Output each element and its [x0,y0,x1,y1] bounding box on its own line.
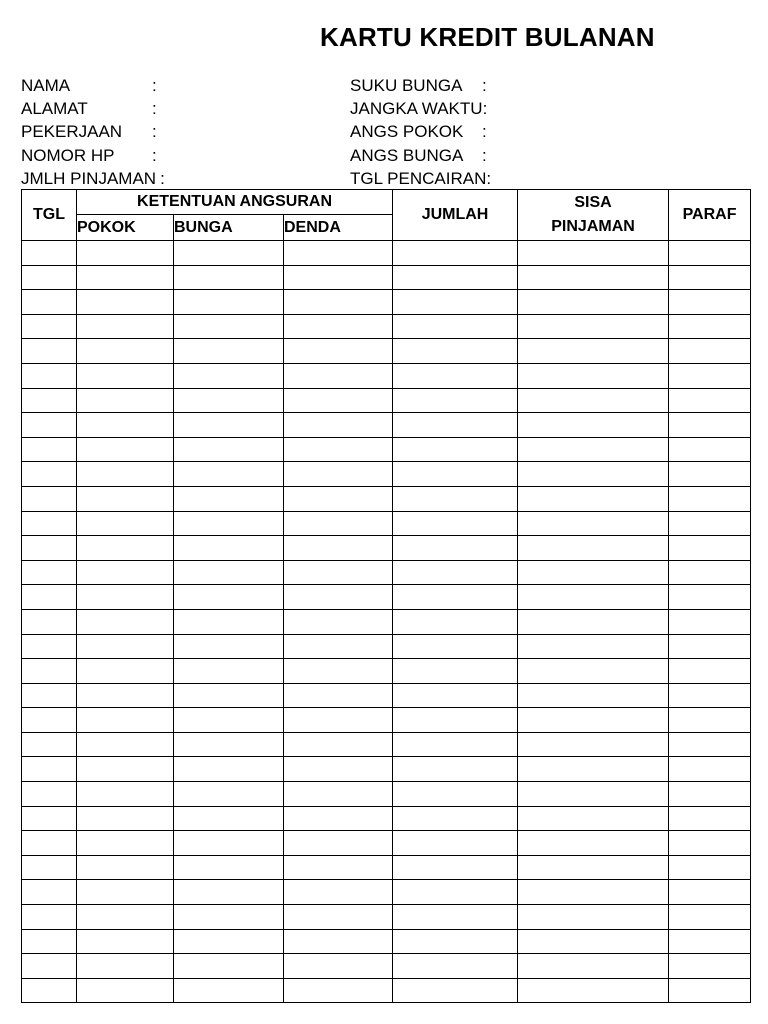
table-cell[interactable] [284,511,393,536]
table-cell[interactable] [393,437,518,462]
table-row [22,388,751,413]
table-cell[interactable] [284,905,393,930]
table-cell[interactable] [284,265,393,290]
table-cell[interactable] [393,954,518,979]
info-label: JMLH PINJAMAN [21,168,157,188]
table-cell[interactable] [518,241,669,266]
table-body [22,241,751,1003]
table-cell[interactable] [174,585,284,610]
table-cell[interactable] [174,782,284,807]
info-colon: : [482,76,487,95]
table-cell[interactable] [174,880,284,905]
table-cell[interactable] [22,413,77,438]
table-header-row [22,190,751,215]
table-cell[interactable] [518,806,669,831]
table-cell[interactable] [518,462,669,487]
table-cell[interactable] [518,954,669,979]
table-cell[interactable] [393,929,518,954]
table-row [22,265,751,290]
table-cell[interactable] [393,880,518,905]
info-colon: : [482,99,488,119]
col-header-bunga: BUNGA [174,215,284,241]
table-cell[interactable] [518,511,669,536]
table-cell[interactable] [669,585,751,610]
table-cell[interactable] [22,585,77,610]
info-label: ANGS BUNGA [350,145,464,165]
table-cell[interactable] [393,339,518,364]
table-cell[interactable] [393,634,518,659]
table-cell[interactable] [174,314,284,339]
table-row [22,683,751,708]
table-cell[interactable] [174,806,284,831]
table-cell[interactable] [669,757,751,782]
table-cell[interactable] [77,782,174,807]
table-cell[interactable] [174,831,284,856]
table-cell[interactable] [284,536,393,561]
table-cell[interactable] [518,609,669,634]
table-cell[interactable] [669,536,751,561]
table-cell[interactable] [22,634,77,659]
table-cell[interactable] [174,536,284,561]
table-cell[interactable] [393,560,518,585]
table-cell[interactable] [284,782,393,807]
table-cell[interactable] [22,609,77,634]
table-cell[interactable] [393,757,518,782]
table-cell[interactable] [393,363,518,388]
table-cell[interactable] [77,634,174,659]
table-cell[interactable] [518,290,669,315]
table-row [22,413,751,438]
col-header-sisa-pinjaman [518,190,669,241]
info-label: ALAMAT [21,99,88,119]
table-cell[interactable] [174,560,284,585]
table-cell[interactable] [518,708,669,733]
table-cell[interactable] [284,560,393,585]
table-row [22,708,751,733]
table-cell[interactable] [77,585,174,610]
table-cell[interactable] [518,413,669,438]
table-cell[interactable] [518,536,669,561]
table-cell[interactable] [22,486,77,511]
table-cell[interactable] [284,437,393,462]
table-cell[interactable] [518,339,669,364]
table-cell[interactable] [174,290,284,315]
table-cell[interactable] [174,757,284,782]
table-cell[interactable] [284,855,393,880]
table-cell[interactable] [669,265,751,290]
table-row [22,462,751,487]
table-cell[interactable] [669,732,751,757]
table-cell[interactable] [393,511,518,536]
table-cell[interactable] [77,511,174,536]
table-cell[interactable] [518,880,669,905]
info-row-suku-bunga [350,74,491,97]
table-cell[interactable] [518,978,669,1003]
table-cell[interactable] [77,708,174,733]
table-cell[interactable] [174,609,284,634]
table-cell[interactable] [174,683,284,708]
table-cell[interactable] [22,831,77,856]
table-cell[interactable] [284,388,393,413]
table-cell[interactable] [518,757,669,782]
info-row-nama [21,74,165,97]
table-cell[interactable] [669,978,751,1003]
info-label: SUKU BUNGA [350,76,463,95]
table-cell[interactable] [22,265,77,290]
table-cell[interactable] [284,413,393,438]
table-cell[interactable] [22,363,77,388]
info-colon: : [152,99,157,119]
table-cell[interactable] [174,511,284,536]
table-cell[interactable] [669,388,751,413]
table-cell[interactable] [518,486,669,511]
table-cell[interactable] [284,486,393,511]
table-cell[interactable] [284,314,393,339]
table-cell[interactable] [393,585,518,610]
table-row [22,978,751,1003]
borrower-info [21,74,165,190]
installment-table [21,189,751,1003]
table-cell[interactable] [284,880,393,905]
table-cell[interactable] [22,536,77,561]
table-cell[interactable] [77,880,174,905]
table-cell[interactable] [77,831,174,856]
table-row [22,782,751,807]
table-row [22,757,751,782]
table-cell[interactable] [518,929,669,954]
table-row [22,905,751,930]
table-cell[interactable] [22,683,77,708]
table-cell[interactable] [174,413,284,438]
table-row [22,880,751,905]
table-cell[interactable] [22,462,77,487]
col-header-sisa-line2: PINJAMAN [551,218,635,235]
table-cell[interactable] [518,388,669,413]
table-cell[interactable] [284,683,393,708]
info-colon: : [482,122,487,142]
table-cell[interactable] [393,806,518,831]
table-cell[interactable] [393,536,518,561]
table-cell[interactable] [77,855,174,880]
table-cell[interactable] [518,585,669,610]
table-cell[interactable] [518,265,669,290]
table-cell[interactable] [284,708,393,733]
table-cell[interactable] [669,954,751,979]
table-cell[interactable] [174,905,284,930]
table-cell[interactable] [669,560,751,585]
loan-terms-info [350,74,491,190]
table-cell[interactable] [77,929,174,954]
table-cell[interactable] [22,954,77,979]
table-cell[interactable] [22,732,77,757]
col-header-paraf: PARAF [669,190,751,241]
table-cell[interactable] [393,486,518,511]
table-cell[interactable] [669,806,751,831]
table-cell[interactable] [22,511,77,536]
col-header-sisa-line1: SISA [574,194,612,211]
table-cell[interactable] [22,757,77,782]
table-cell[interactable] [393,855,518,880]
table-cell[interactable] [174,855,284,880]
col-header-jumlah: JUMLAH [393,190,518,241]
table-cell[interactable] [669,683,751,708]
table-cell[interactable] [393,831,518,856]
table-cell[interactable] [393,732,518,757]
table-cell[interactable] [284,241,393,266]
table-cell[interactable] [284,732,393,757]
info-row-jangka-waktu [350,97,491,120]
table-cell[interactable] [174,708,284,733]
table-cell[interactable] [393,314,518,339]
table-cell[interactable] [22,314,77,339]
table-cell[interactable] [284,978,393,1003]
table-row [22,241,751,266]
table-cell[interactable] [77,683,174,708]
table-cell[interactable] [393,659,518,684]
table-row [22,732,751,757]
table-cell[interactable] [77,462,174,487]
table-row [22,536,751,561]
table-cell[interactable] [174,486,284,511]
table-cell[interactable] [284,462,393,487]
table-cell[interactable] [174,462,284,487]
table-cell[interactable] [669,708,751,733]
table-cell[interactable] [518,905,669,930]
table-cell[interactable] [393,462,518,487]
table-cell[interactable] [518,732,669,757]
table-cell[interactable] [518,363,669,388]
table-cell[interactable] [174,659,284,684]
table-cell[interactable] [22,241,77,266]
table-row [22,634,751,659]
table-cell[interactable] [669,831,751,856]
table-cell[interactable] [669,339,751,364]
table-cell[interactable] [22,929,77,954]
table-cell[interactable] [393,905,518,930]
table-cell[interactable] [669,905,751,930]
info-label: NOMOR HP [21,145,115,165]
table-row [22,339,751,364]
table-cell[interactable] [518,782,669,807]
table-cell[interactable] [174,339,284,364]
table-cell[interactable] [393,265,518,290]
table-cell[interactable] [77,806,174,831]
info-colon: : [152,76,157,95]
table-cell[interactable] [174,363,284,388]
col-header-ketentuan-angsuran: KETENTUAN ANGSURAN [77,190,393,215]
table-cell[interactable] [174,437,284,462]
table-cell[interactable] [393,609,518,634]
table-row [22,831,751,856]
table-row [22,486,751,511]
table-cell[interactable] [22,290,77,315]
table-cell[interactable] [669,609,751,634]
table-cell[interactable] [518,437,669,462]
table-cell[interactable] [77,265,174,290]
table-cell[interactable] [518,659,669,684]
table-cell[interactable] [174,954,284,979]
table-cell[interactable] [77,314,174,339]
table-cell[interactable] [284,929,393,954]
table-cell[interactable] [669,855,751,880]
info-row-nomor-hp [21,144,165,167]
table-cell[interactable] [669,363,751,388]
table-cell[interactable] [22,855,77,880]
table-cell[interactable] [284,659,393,684]
table-row [22,659,751,684]
table-cell[interactable] [518,683,669,708]
info-label: TGL PENCAIRAN [350,168,487,188]
table-cell[interactable] [174,732,284,757]
table-cell[interactable] [77,560,174,585]
info-colon: : [482,145,487,165]
table-cell[interactable] [393,708,518,733]
table-cell[interactable] [518,855,669,880]
info-label: ANGS POKOK [350,122,464,142]
info-row-alamat [21,97,165,120]
table-row [22,954,751,979]
table-cell[interactable] [174,634,284,659]
table-row [22,437,751,462]
table-cell[interactable] [77,757,174,782]
table-cell[interactable] [669,929,751,954]
info-row-pekerjaan [21,120,165,143]
table-cell[interactable] [669,437,751,462]
col-header-denda: DENDA [284,215,393,241]
table-cell[interactable] [518,314,669,339]
table-cell[interactable] [174,265,284,290]
info-colon: : [152,122,157,142]
table-cell[interactable] [77,413,174,438]
table-row [22,363,751,388]
table-cell[interactable] [284,831,393,856]
table-cell[interactable] [669,511,751,536]
table-cell[interactable] [284,634,393,659]
table-cell[interactable] [174,388,284,413]
table-cell[interactable] [669,413,751,438]
table-cell[interactable] [22,806,77,831]
table-cell[interactable] [77,388,174,413]
table-cell[interactable] [284,609,393,634]
table-cell[interactable] [669,782,751,807]
info-row-angs-pokok [350,120,491,143]
table-cell[interactable] [669,486,751,511]
table-cell[interactable] [669,314,751,339]
table-cell[interactable] [77,363,174,388]
table-cell[interactable] [284,339,393,364]
table-cell[interactable] [77,437,174,462]
table-cell[interactable] [22,339,77,364]
table-cell[interactable] [77,905,174,930]
table-cell[interactable] [284,585,393,610]
table-row [22,609,751,634]
table-cell[interactable] [669,634,751,659]
table-row [22,585,751,610]
table-cell[interactable] [77,339,174,364]
table-row [22,560,751,585]
table-cell[interactable] [669,659,751,684]
info-label: NAMA [21,76,71,95]
table-cell[interactable] [77,732,174,757]
info-row-tgl-pencairan [350,167,491,190]
info-colon: : [152,145,157,165]
table-cell[interactable] [22,978,77,1003]
table-cell[interactable] [393,978,518,1003]
table-cell[interactable] [284,757,393,782]
table-cell[interactable] [284,806,393,831]
table-cell[interactable] [393,388,518,413]
info-label: JANGKA WAKTU [350,99,483,119]
table-cell[interactable] [22,659,77,684]
table-cell[interactable] [669,241,751,266]
table-row [22,855,751,880]
table-cell[interactable] [669,290,751,315]
table-cell[interactable] [393,241,518,266]
table-cell[interactable] [284,954,393,979]
table-cell[interactable] [284,290,393,315]
info-colon: : [486,168,492,188]
table-cell[interactable] [22,560,77,585]
info-row-angs-bunga [350,144,491,167]
table-cell[interactable] [669,880,751,905]
table-cell[interactable] [174,241,284,266]
table-cell[interactable] [22,388,77,413]
table-cell[interactable] [77,290,174,315]
table-cell[interactable] [518,560,669,585]
table-cell[interactable] [174,929,284,954]
info-row-jmlh-pinjaman [21,167,165,190]
table-cell[interactable] [518,634,669,659]
table-cell[interactable] [393,782,518,807]
table-cell[interactable] [77,954,174,979]
table-row [22,511,751,536]
table-cell[interactable] [77,486,174,511]
info-colon: : [160,168,165,188]
table-cell[interactable] [22,782,77,807]
table-row [22,314,751,339]
table-cell[interactable] [393,290,518,315]
table-cell[interactable] [77,536,174,561]
table-row [22,929,751,954]
table-row [22,806,751,831]
table-cell[interactable] [77,659,174,684]
table-cell[interactable] [393,413,518,438]
table-cell[interactable] [393,683,518,708]
page-title: KARTU KREDIT BULANAN [320,22,655,52]
table-cell[interactable] [77,241,174,266]
table-row [22,290,751,315]
table-cell[interactable] [77,609,174,634]
table-cell[interactable] [22,905,77,930]
info-label: PEKERJAAN [21,122,123,142]
col-header-pokok: POKOK [77,215,174,241]
table-cell[interactable] [174,978,284,1003]
table-cell[interactable] [284,363,393,388]
col-header-tgl: TGL [22,190,77,241]
table-cell[interactable] [77,978,174,1003]
table-cell[interactable] [22,437,77,462]
table-cell[interactable] [22,880,77,905]
table-cell[interactable] [518,831,669,856]
table-cell[interactable] [22,708,77,733]
table-cell[interactable] [669,462,751,487]
